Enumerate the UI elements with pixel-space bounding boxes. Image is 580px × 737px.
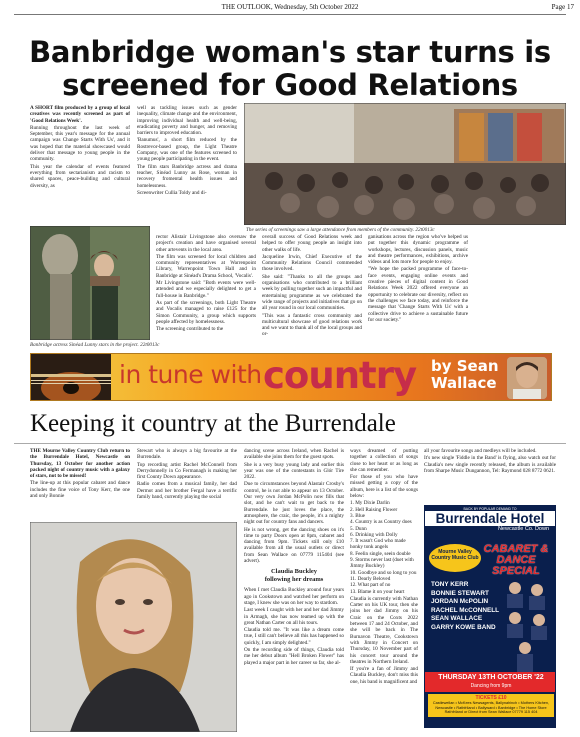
article1-paragraph: She said: "Thanks to all the groups and organisations who contributed to a brilliant week by pulling together such an impactful and entertaining programme as we celebrated the wide range of projects and initiatives that go on all year round in our local communities. [262,273,362,312]
byline-line1: by Sean [431,357,499,375]
article1-paragraph: As part of the screenings, both Light Theatre and Vocalis managed to raise £125 for the Simon Community, a group which supports people affected by homelessness. [156,299,256,325]
ad-act: SEAN WALLACE [431,615,483,623]
singer-photo [30,522,237,732]
ad-performers-photo [501,576,553,672]
article2-col2 [137,448,237,518]
subheading-line1: Claudia Buckley [270,568,318,576]
article2-paragraph: Stewart who is always a big favourite at the Burrendale. [137,448,237,461]
article2-headline: Keeping it country at the Burrendale [30,410,396,437]
article2-col1 [30,448,130,518]
article1-paragraph: "We hope the packed programme of face-to-face events, engaging online events and creative pieces of digital content in Good Relations Week 2022 offered everyone an opportunity to celebrate our diversity, reflect on the challenges we face today, and reinforce the message that 'Change Starts With Us' with a collective drive to achieve a sustainable future for our society." [368,266,468,323]
ad-top-line: BACK BY POPULAR DEMAND TO [425,506,555,511]
article2-col3 [244,448,344,732]
headline-rule [14,443,566,444]
article1-paragraph: Mr Livingstone said: "Both events were well-attended and we especially delighted to get a full-house in Banbridge." [156,280,256,299]
article2-paragraph: When I met Claudia Buckley around four years ago in Cookstown and watched her perform on stage, I knew she was on her way to stardom. [244,587,344,606]
article2-paragraph: all your favourite songs and medleys will be included. [424,448,537,454]
article1-paragraph: The film stars Banbridge actress and drama teacher, Sinéad Lunny as Rose, woman in recovery fromental health issues and homelessness. [137,163,237,189]
article1-paragraph: Jacqueline Irwin, Chief Executive of the Community Relations Council commended those involved. [262,253,362,273]
ad-act: RACHEL McCONNELL [431,606,500,614]
ad-act: JORDAN McPOLIN [431,598,489,606]
article1-paragraph: "This was a fantastic cross community and multicultural showcase of good relations work and we want to thank all of the local groups and or- [262,312,362,338]
article2-paragraph: For those of you who have missed getting a copy of the album, here is a list of the songs below: [350,474,418,500]
ad-tickets-head: TICKETS £10 [475,695,507,701]
article2-paragraph: She is a very busy young lady and earlier this year was one of the contestants in Glór Tíre 2022. [244,461,344,481]
article1-paragraph: Running throughout the last week of September, this year's message for the annual campaign was Change Starts With Us', and it was hoped that the material showcased would deliver that message to young people in the community. [30,124,130,163]
article2-col4 [350,448,418,732]
article2-paragraph: It's new single 'Fiddle in the Band' is flying, also watch out for Claudia's new single recently released, the album is available from Sharpe Music Dungannon, Tel: Raymond 028 8772 0621. [424,455,556,474]
article1-paragraph: The screening contributed to the [156,326,224,333]
article1-col3 [156,234,256,344]
article1-paragraph: overall success of Good Relations week and helped to offer young people an insight into other walks of life. [262,234,362,253]
article1-paragraph: This year the calendar of events featured everything from sectarianism and racism to shared spaces, peace-building and cultural diversity, as [30,163,130,189]
article2-paragraph: If you're a fan of Jimmy and Claudia Buckley, don't miss this one, his band is magnificent and [350,666,418,685]
article2-paragraph: The line-up at this popular cabaret and dance includes the fine voice of Tony Kerr, the one and only Bonnie [30,480,130,500]
header-rule [14,14,566,15]
byline-line2: Wallace [431,374,497,392]
ad-club-badge: Mourne Valley Country Music Club [429,544,481,572]
audience-photo-caption: The series of screenings saw a large attendance from members of the community. 22t0013c [246,227,435,233]
article1-headline: Banbridge woman's star turns is screened for Good Relations [29,35,551,102]
ad-date [425,672,556,692]
article1-lead: A SHORT film produced by a group of local creatives was recently screened as part of 'Good Relations Week'. [30,105,130,124]
burrendale-advert [424,505,556,728]
article2-paragraph: ways dreamed of putting together a collection of songs close to her heart or as long as she can remember. [350,448,418,473]
ad-tickets [428,694,554,717]
ad-act: BONNIE STEWART [431,589,489,597]
ad-act-list [431,581,501,633]
actress-photo-caption: Banbridge actress Sinéad Lunny stars in the project. 22t0013c [30,342,160,348]
song-list: 1. My Dixie Darlin 2. Hell Raising Flower 3. Blue 4. Country is as Country does 5. Dunn 6. Drinking with Dolly 7. It wasn't God who made honky tonk angels 8. Feelin single, seein double 9. Storms never last (duet with Jimmy Buckley) 10. Goodbye and so long to you 11. Dearly Beloved 12. What part of no 13. Blame it on your heart [350,500,417,595]
article1-paragraph: 'Banumus', a short film reduced by the Rostrevor-based group, the Light Theatre Company, was one of the features screened to young people participating in the event. [137,137,237,163]
article2-paragraph: He is not wrong, get the dancing shoes on it's time to party Doors open at 8pm, cabaret and dancing from 9pm. Tickets still only £10 available from all the usual outlets or direct from Sean Wallace on 07779 115404 (see advert). [244,526,344,565]
ad-event-title: CABARET & DANCE SPECIAL [483,543,549,577]
article1-paragraph: The film was screened for local children and community representatives at Warrenpoint Library, Warrenpoint Town Hall and in Banbridge at Sinéad's Drama School, 'Vocalis'. [156,253,256,279]
banner-country: country [263,354,417,397]
ad-title: Burrendale Hotel [425,511,555,526]
ad-tickets-body: Castlewellan • McKees Newsagents, Ballynahinch • Mothers Kitchen, Newcastle • Rathfriland • Ballyward • Banbridge • The Home Store Rathfriland or Direct from Sean Wallace 07779 115 404 [432,700,550,715]
ad-date-main: THURSDAY 13TH OCTOBER '22 [438,674,544,681]
guitar-icon [31,354,111,401]
article1-paragraph: Screenwriter Cullia Toldy and di- [137,189,207,196]
article2-lead: THE Mourne Valley Country Club return to the Burrendale Hotel, Newcastle on Thursday, 13 October for another action packed night of country music with a galaxy of stars, not to be missed! [30,448,130,480]
article2-paragraph: Claudia told me. "It was like a dream come true, I still can't believe all this has happened so quickly, I am simply delighted." [244,627,344,646]
column-banner [30,353,552,401]
paper-date: THE OUTLOOK, Wednesday, 5th October 2022 [221,3,359,11]
banner-byline [431,358,499,392]
article2-paragraph: On the recording side of things, Claudia told me her debut album "Hell Broken Flower" has played a major part in her career so far, she al- [244,647,344,666]
article2-paragraph: dancing scene across Ireland, when Rachel is available she joins them for the guest spots. [244,448,344,461]
subheading [244,568,344,584]
ad-act: TONY KERR [431,581,469,588]
article1-paragraph: rector Alistair Livingstone also oversaw the project's creation and have organised several other artevents in the local area. [156,234,256,253]
article2-paragraph: Radio comes from a musical family, her dad Dermot and her brother Fergal have a terrific family band, currently playing the social [137,481,237,501]
article2-paragraph: Last week I caught with her and her dad Jimmy in Armagh, she has now teamed up with the great Nathan Carter on all his tours. [244,607,344,626]
actress-photo [30,226,150,340]
subheading-line2: following her dreams [264,576,324,584]
ad-location: Newcastle Co. Down [425,526,555,532]
article2-paragraph: Top recording artist Rachel McConnell from Derrydonnelly in Co Fermanagh is making her first County Down appearance. [137,461,237,481]
article2-col5 [424,448,556,502]
columnist-avatar [507,357,547,399]
audience-photo [244,103,566,225]
ad-act: GARRY KOWE BAND [431,623,496,631]
article2-paragraph: Claudia is currently with Nathan Carter on his UK tour, then she joins her dad Jimmy on his Craic on the Coxts 2022 between 17 and 24 October, and she will be back in The Burnavon Theatre, Cookstown with Jimmy in Concert on Thursday, 10 November part of his concert tour around the theatres in Northern Ireland. [350,595,418,665]
banner-intune: in tune with [119,360,262,389]
article1-col5 [368,234,468,344]
article2-paragraph: Due to circumstances beyond Alastair Crosby's control, he is not able to appear on 13 October. Our very own Jordan McPolin now fills that slot, and he can't wait to get back to the Burrendale. he just loves the place, the atmosphere, the craic, the people, it's a mighty night out for country fans and dancers. [244,481,344,526]
article1-col1 [30,105,130,223]
article1-paragraph: ganisations across the region who've helped us put together this dynamic programme of workshops, lectures, discussion panels, music and theatre performances, exhibitions, archive videos and lots more for people to enjoy. [368,234,468,266]
ad-date-sub: Dancing from 9pm [470,683,512,689]
article1-paragraph: well as tackling issues such as gender inequality, climate change and the environment, improving individual health and well-being, eradicating poverty and hunger, and removing barriers to improved education. [137,105,237,137]
page-number: Page 17 [551,3,574,11]
article1-col4 [262,234,362,344]
article1-col2 [137,105,237,223]
